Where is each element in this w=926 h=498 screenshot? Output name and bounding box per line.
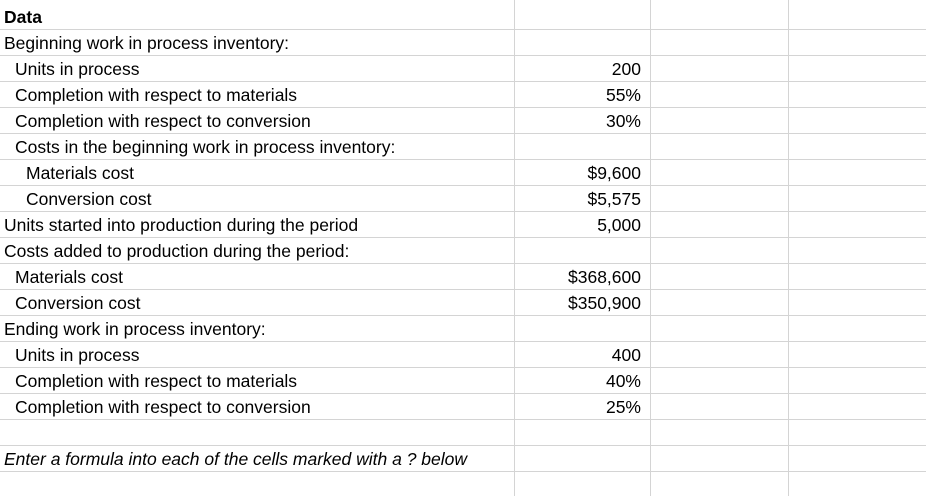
costs-added-header-cell[interactable]: Costs added to production during the period: [4, 241, 350, 261]
beginning-conversion-cost-value[interactable]: $5,575 [587, 189, 641, 209]
row-empty-bottom[interactable] [0, 472, 926, 498]
row-beginning-units[interactable] [0, 56, 926, 82]
row-ending-materials-completion[interactable] [0, 368, 926, 394]
ending-wip-header-cell[interactable]: Ending work in process inventory: [4, 319, 266, 339]
row-ending-units[interactable] [0, 342, 926, 368]
beginning-units-value[interactable]: 200 [611, 59, 641, 79]
beginning-conversion-cost-label[interactable]: Conversion cost [26, 189, 152, 209]
beginning-conversion-completion-value[interactable]: 30% [605, 111, 641, 131]
beginning-wip-header-cell[interactable]: Beginning work in process inventory: [4, 33, 290, 53]
ending-units-label[interactable]: Units in process [15, 345, 140, 365]
units-started-value[interactable]: 5,000 [597, 215, 641, 235]
row-beginning-wip-header[interactable] [0, 30, 926, 56]
ending-materials-completion-label[interactable]: Completion with respect to materials [15, 371, 298, 391]
instruction-text[interactable]: Enter a formula into each of the cells marked with a ? below [4, 449, 468, 469]
row-beginning-materials-completion[interactable] [0, 82, 926, 108]
added-conversion-cost-label[interactable]: Conversion cost [15, 293, 141, 313]
row-added-materials-cost[interactable] [0, 264, 926, 290]
ending-units-value[interactable]: 400 [611, 345, 641, 365]
row-beginning-conversion-cost[interactable] [0, 186, 926, 212]
row-instruction[interactable] [0, 446, 926, 472]
beginning-conversion-completion-label[interactable]: Completion with respect to conversion [15, 111, 311, 131]
row-empty[interactable] [0, 420, 926, 446]
ending-conversion-completion-value[interactable]: 25% [605, 397, 641, 417]
beginning-units-label[interactable]: Units in process [15, 59, 140, 79]
row-costs-added-header[interactable] [0, 238, 926, 264]
ending-materials-completion-value[interactable]: 40% [605, 371, 641, 391]
row-beginning-costs-header[interactable] [0, 134, 926, 160]
added-materials-cost-value[interactable]: $368,600 [568, 267, 641, 287]
beginning-materials-cost-value[interactable]: $9,600 [587, 163, 641, 183]
beginning-materials-cost-label[interactable]: Materials cost [26, 163, 134, 183]
units-started-label[interactable]: Units started into production during the period [4, 215, 359, 235]
row-beginning-materials-cost[interactable] [0, 160, 926, 186]
ending-conversion-completion-label[interactable]: Completion with respect to conversion [15, 397, 311, 417]
row-added-conversion-cost[interactable] [0, 290, 926, 316]
beginning-materials-completion-label[interactable]: Completion with respect to materials [15, 85, 298, 105]
row-ending-conversion-completion[interactable] [0, 394, 926, 420]
added-materials-cost-label[interactable]: Materials cost [15, 267, 123, 287]
row-data-header[interactable] [0, 4, 926, 30]
row-beginning-conversion-completion[interactable] [0, 108, 926, 134]
beginning-costs-header-cell[interactable]: Costs in the beginning work in process inventory: [15, 137, 396, 157]
data-header-cell[interactable]: Data [4, 7, 42, 27]
beginning-materials-completion-value[interactable]: 55% [605, 85, 641, 105]
added-conversion-cost-value[interactable]: $350,900 [568, 293, 641, 313]
row-units-started[interactable] [0, 212, 926, 238]
row-ending-wip-header[interactable] [0, 316, 926, 342]
